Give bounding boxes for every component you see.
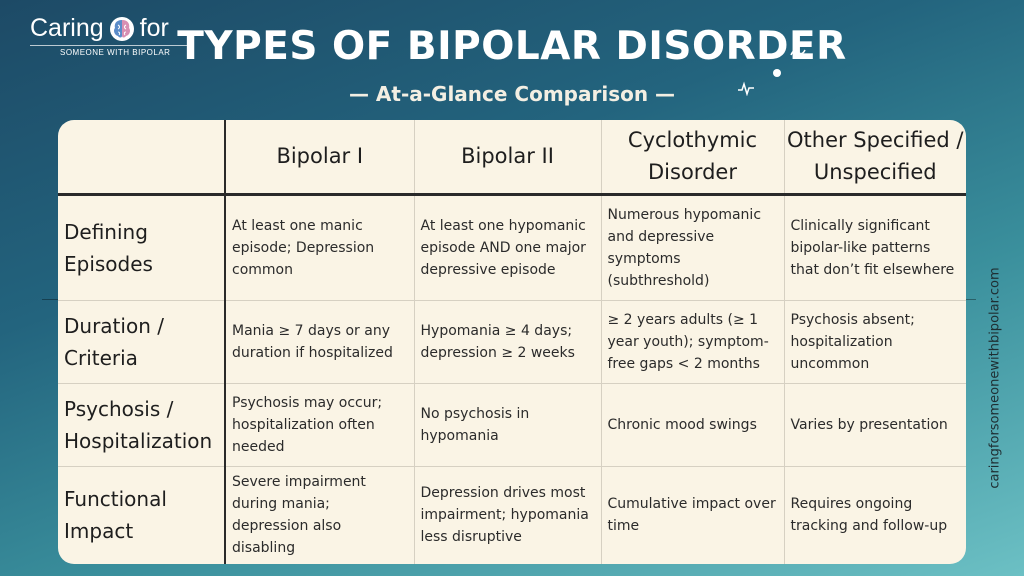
table-cell: No psychosis in hypomania — [414, 383, 601, 466]
dot-icon — [770, 66, 784, 80]
table-cell: Psychosis may occur; hospitalization often needed — [225, 383, 414, 466]
table-cell: Chronic mood swings — [601, 383, 784, 466]
spark-icon — [737, 80, 755, 96]
table-cell: Severe impairment during mania; depression also disabling — [225, 466, 414, 564]
comparison-table — [58, 120, 966, 564]
table-cell: Cumulative impact over time — [601, 466, 784, 564]
table-row — [58, 194, 966, 300]
brand-word-caring: Caring — [30, 14, 104, 42]
brand-tagline: SOMEONE WITH BIPOLAR — [60, 48, 171, 57]
column-header: Cyclothymic Disorder — [601, 120, 784, 194]
table-header-row — [58, 120, 966, 194]
squiggle-icon — [790, 47, 806, 57]
table-cell: Clinically significant bipolar-like patterns that don’t fit elsewhere — [784, 194, 966, 300]
table-cell: Psychosis absent; hospitalization uncommon — [784, 300, 966, 383]
table-cell: Mania ≥ 7 days or any duration if hospitalized — [225, 300, 414, 383]
table-cell: At least one manic episode; Depression common — [225, 194, 414, 300]
row-header: Psychosis / Hospitalization — [58, 383, 225, 466]
table-cell: Depression drives most impairment; hypomania less disruptive — [414, 466, 601, 564]
table-cell: Numerous hypomanic and depressive symptoms (subthreshold) — [601, 194, 784, 300]
table-row — [58, 300, 966, 383]
row-header: Defining Episodes — [58, 194, 225, 300]
row-header: Functional Impact — [58, 466, 225, 564]
website-url: caringforsomeonewithbipolar.com — [987, 267, 1003, 489]
table-row — [58, 466, 966, 564]
page-subtitle: — At-a-Glance Comparison — — [348, 82, 676, 106]
table-cell: Hypomania ≥ 4 days; depression ≥ 2 weeks — [414, 300, 601, 383]
table-cell: At least one hypomanic episode AND one major depressive episode — [414, 194, 601, 300]
table-corner-cell — [58, 120, 225, 194]
table-cell: ≥ 2 years adults (≥ 1 year youth); symptom-free gaps < 2 months — [601, 300, 784, 383]
table-row — [58, 383, 966, 466]
column-header: Bipolar I — [225, 120, 414, 194]
column-header: Other Specified / Unspecified — [784, 120, 966, 194]
table-cell: Requires ongoing tracking and follow-up — [784, 466, 966, 564]
row-header: Duration / Criteria — [58, 300, 225, 383]
comparison-card — [58, 120, 966, 564]
page-title: TYPES OF BIPOLAR DISORDER — [177, 24, 847, 69]
table-cell: Varies by presentation — [784, 383, 966, 466]
column-header: Bipolar II — [414, 120, 601, 194]
brand-word-for: for — [139, 14, 169, 42]
